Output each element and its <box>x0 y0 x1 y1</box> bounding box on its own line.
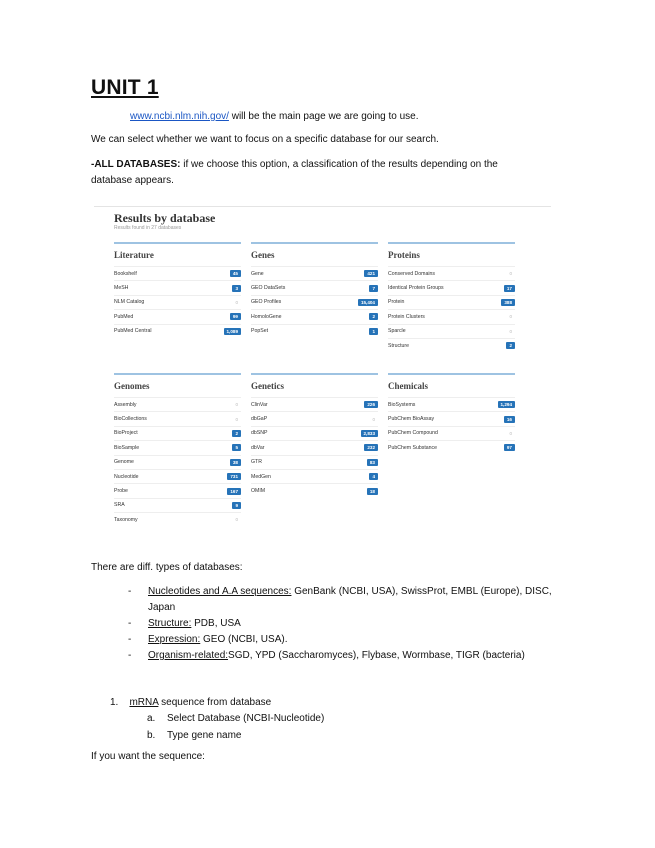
type-text: GenBank (NCBI, USA), SwissProt, EMBL (Europe), DISC, Japan <box>148 586 552 613</box>
results-by-database-screenshot <box>94 198 551 534</box>
result-count-badge: 7 <box>369 285 378 292</box>
database-name[interactable]: Sparcle <box>388 328 406 335</box>
database-name[interactable]: GEO DataSets <box>251 285 286 292</box>
database-name[interactable]: PubChem Substance <box>388 444 438 451</box>
ncbi-link[interactable]: www.ncbi.nlm.nih.gov/ <box>130 111 229 122</box>
result-count-badge: 3 <box>232 285 241 292</box>
result-count-badge: 232 <box>364 444 378 451</box>
type-label: Nucleotides and A.A sequences: <box>148 586 292 597</box>
all-databases-text <box>91 157 531 189</box>
result-count-badge: 83 <box>367 459 378 466</box>
result-count-badge: 0 <box>235 517 238 523</box>
database-row[interactable] <box>114 324 241 338</box>
database-name[interactable]: PopSet <box>251 328 269 335</box>
result-count-badge: 0 <box>235 402 238 408</box>
result-count-badge: 2 <box>506 342 515 349</box>
database-name[interactable]: Taxonomy <box>114 516 138 523</box>
database-row[interactable] <box>251 440 378 454</box>
database-row[interactable] <box>114 426 241 440</box>
database-row[interactable] <box>114 411 241 425</box>
result-count-badge: 0 <box>509 314 512 320</box>
database-row[interactable] <box>388 338 515 352</box>
database-name[interactable]: MedGen <box>251 473 271 480</box>
database-name[interactable]: HomoloGene <box>251 313 282 320</box>
database-name[interactable]: Conserved Domains <box>388 270 435 277</box>
sequence-followup: If you want the sequence: <box>91 751 205 762</box>
database-row[interactable] <box>251 280 378 294</box>
database-row[interactable] <box>114 397 241 411</box>
result-count-badge: 9 <box>232 502 241 509</box>
result-count-badge: 0 <box>372 416 375 422</box>
result-count-badge: 18 <box>367 488 378 495</box>
database-row[interactable] <box>251 397 378 411</box>
database-row[interactable] <box>251 469 378 483</box>
result-count-badge: 421 <box>364 270 378 277</box>
database-row[interactable] <box>251 455 378 469</box>
database-row[interactable] <box>114 455 241 469</box>
step-label: mRNA <box>129 697 159 708</box>
database-name[interactable]: BioSample <box>114 444 140 451</box>
database-row[interactable] <box>114 266 241 280</box>
database-row[interactable] <box>114 309 241 323</box>
database-name[interactable]: Structure <box>388 342 410 349</box>
result-count-badge: 388 <box>501 299 515 306</box>
database-row[interactable] <box>251 324 378 338</box>
section-heading: Genes <box>251 242 378 266</box>
database-name[interactable]: Gene <box>251 270 264 277</box>
step-number: 1. <box>110 697 119 708</box>
database-name[interactable]: BioCollections <box>114 416 147 423</box>
result-count-badge: 1 <box>369 328 378 335</box>
all-databases-label: -ALL DATABASES: <box>91 159 181 170</box>
database-row[interactable] <box>251 483 378 497</box>
database-name[interactable]: SRA <box>114 502 125 509</box>
database-row[interactable] <box>388 397 515 411</box>
section-heading: Chemicals <box>388 373 515 397</box>
result-count-badge: 0 <box>235 299 238 305</box>
database-row[interactable] <box>114 469 241 483</box>
results-subtitle: Results found in 27 databases <box>114 225 182 231</box>
list-item: - Expression: GEO (NCBI, USA). <box>128 634 288 645</box>
type-label: Expression: <box>148 634 201 645</box>
database-row[interactable] <box>251 411 378 425</box>
page-title: UNIT 1 <box>91 76 159 99</box>
result-count-badge: 2 <box>232 430 241 437</box>
database-name[interactable]: NLM Catalog <box>114 299 145 306</box>
database-name[interactable]: dbGaP <box>251 416 268 423</box>
result-count-badge: 2,833 <box>361 430 379 437</box>
list-item: - Organism-related:SGD, YPD (Saccharomyces), Flybase, Wormbase, TIGR (bacteria) <box>128 650 525 661</box>
step-substeps <box>147 710 324 744</box>
database-name[interactable]: Identical Protein Groups <box>388 285 444 292</box>
section-genes <box>251 242 378 338</box>
database-name[interactable]: dbVar <box>251 444 265 451</box>
section-chemicals <box>388 373 515 455</box>
database-row[interactable] <box>251 426 378 440</box>
database-name[interactable]: Nucleotide <box>114 473 139 480</box>
result-count-badge: 38 <box>230 459 241 466</box>
result-count-badge: 0 <box>509 328 512 334</box>
database-name[interactable]: Probe <box>114 488 128 495</box>
section-genetics <box>251 373 378 498</box>
database-name[interactable]: BioProject <box>114 430 138 437</box>
database-row[interactable] <box>114 440 241 454</box>
type-text: PDB, USA <box>191 618 241 629</box>
result-count-badge: 2 <box>369 313 378 320</box>
database-row[interactable] <box>114 483 241 497</box>
types-intro: There are diff. types of databases: <box>91 562 243 573</box>
type-text: SGD, YPD (Saccharomyces), Flybase, Wormbase, TIGR (bacteria) <box>228 650 525 661</box>
database-name[interactable]: ClinVar <box>251 401 268 408</box>
section-heading: Literature <box>114 242 241 266</box>
result-count-badge: 5 <box>232 444 241 451</box>
result-count-badge: 1,089 <box>224 328 242 335</box>
step-text: sequence from database <box>158 697 272 708</box>
database-row[interactable] <box>251 295 378 309</box>
database-name[interactable]: MeSH <box>114 285 129 292</box>
database-row[interactable] <box>388 440 515 454</box>
type-text: GEO (NCBI, USA). <box>200 634 288 645</box>
result-count-badge: 0 <box>509 271 512 277</box>
database-types-list <box>128 584 568 664</box>
database-name[interactable]: PubChem BioAssay <box>388 416 435 423</box>
section-genomes <box>114 373 241 527</box>
list-item: - Structure: PDB, USA <box>128 618 241 629</box>
database-row[interactable] <box>114 498 241 512</box>
section-literature <box>114 242 241 338</box>
result-count-badge: 167 <box>227 488 241 495</box>
database-row[interactable] <box>114 295 241 309</box>
section-heading: Proteins <box>388 242 515 266</box>
result-count-badge: 16 <box>504 416 515 423</box>
result-count-badge: 0 <box>509 430 512 436</box>
list-item: a. Select Database (NCBI-Nucleotide) <box>147 713 325 724</box>
database-name[interactable]: BioSystems <box>388 401 416 408</box>
step-mrna <box>110 695 271 711</box>
database-row[interactable] <box>388 309 515 323</box>
url-suffix: will be the main page we are going to use. <box>228 111 419 122</box>
section-proteins <box>388 242 515 352</box>
database-name[interactable]: PubMed Central <box>114 328 152 335</box>
database-name[interactable]: PubMed <box>114 313 134 320</box>
results-title: Results by database <box>114 211 216 225</box>
database-name[interactable]: OMIM <box>251 488 266 495</box>
result-count-badge: 99 <box>230 313 241 320</box>
result-count-badge: 97 <box>504 444 515 451</box>
list-item: - Nucleotides and A.A sequences: GenBank (NCBI, USA), SwissProt, EMBL (Europe), DISC, Japan <box>128 586 552 613</box>
database-select-text: We can select whether we want to focus on a specific database for our search. <box>91 134 439 145</box>
database-row[interactable] <box>388 324 515 338</box>
result-count-badge: 1,294 <box>498 401 516 408</box>
list-item: b. Type gene name <box>147 730 242 741</box>
screenshot-divider <box>94 206 551 207</box>
intro-url-line <box>130 109 419 125</box>
type-label: Organism-related: <box>148 650 229 661</box>
result-count-badge: 15,404 <box>358 299 378 306</box>
database-name[interactable]: dbSNP <box>251 430 268 437</box>
database-row[interactable] <box>251 309 378 323</box>
result-count-badge: 17 <box>504 285 515 292</box>
database-row[interactable] <box>388 426 515 440</box>
result-count-badge: 45 <box>230 270 241 277</box>
result-count-badge: 0 <box>235 416 238 422</box>
database-name[interactable]: Assembly <box>114 401 137 408</box>
database-row[interactable] <box>388 295 515 309</box>
database-name[interactable]: Bookshelf <box>114 270 137 277</box>
section-heading: Genetics <box>251 373 378 397</box>
all-databases-description: if we choose this option, a classification of the results depending on the database appears. <box>91 159 498 186</box>
database-name[interactable]: Genome <box>114 459 134 466</box>
database-row[interactable] <box>114 512 241 526</box>
database-row[interactable] <box>114 280 241 294</box>
result-count-badge: 731 <box>227 473 241 480</box>
database-name[interactable]: PubChem Compound <box>388 430 438 437</box>
database-name[interactable]: GTR <box>251 459 262 466</box>
database-row[interactable] <box>388 280 515 294</box>
type-label: Structure: <box>148 618 192 629</box>
database-row[interactable] <box>388 411 515 425</box>
section-heading: Genomes <box>114 373 241 397</box>
result-count-badge: 4 <box>369 473 378 480</box>
result-count-badge: 226 <box>364 401 378 408</box>
database-row[interactable] <box>388 266 515 280</box>
database-name[interactable]: GEO Profiles <box>251 299 282 306</box>
database-row[interactable] <box>251 266 378 280</box>
database-name[interactable]: Protein Clusters <box>388 313 425 320</box>
database-name[interactable]: Protein <box>388 299 405 306</box>
